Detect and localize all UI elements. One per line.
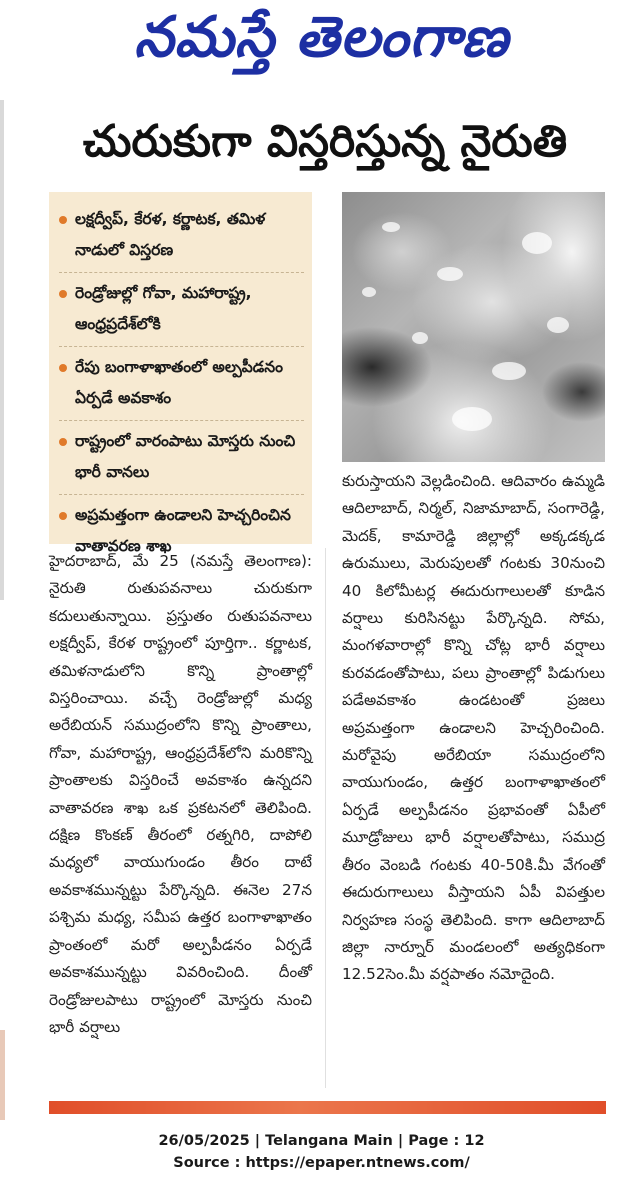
article-headline: చురుకుగా విస్తరిస్తున్న నైరుతి — [82, 116, 568, 167]
bottom-color-strip — [49, 1101, 606, 1114]
highlight-item: రేపు బంగాళాఖాతంలో అల్పపీడనం ఏర్పడే అవకాశం — [59, 352, 304, 414]
article-column-left — [49, 548, 312, 1088]
page-footer — [0, 1130, 643, 1174]
article-body-left: హైదరాబాద్, మే 25 (నమస్తే తెలంగాణ): నైరుతి రుతుపవనాలు చురుకుగా కదులుతున్నాయి. ప్రస్తుతం రుతుపవనాలు లక్షద్వీప్, కేరళ రాష్ట్రంలో పూర్తిగా.. కర్ణాటక, తమిళనాడులోని కొన్ని ప్రాంతాల్లో విస్తరించాయి. వచ్చే రెండ్రోజుల్లో మధ్య అరేబియన్ సముద్రంలోని కొన్ని ప్రాంతాలు, గోవా, మహారాష్ట్ర, ఆంధ్రప్రదేశ్‌లోని మరికొన్ని ప్రాంతాలకు విస్తరించే అవకాశం ఉన్నదని వాతావరణ శాఖ ఒక ప్రకటనలో తెలిపింది. దక్షిణ కొంకణ్ తీరంలో రత్నగిరి, దాపోలి మధ్యలో వాయుగుండం తీరం దాటే అవకాశమున్నట్టు పేర్కొన్నది. ఈనెల 27న పశ్చిమ మధ్య, సమీప ఉత్తర బంగాళాఖాతం ప్రాంతంలో మరో అల్పపీడనం ఏర్పడే అవకాశమున్నట్టు వివరించింది. దీంతో రెండ్రోజులపాటు రాష్ట్రంలో మోస్తరు నుంచి భారీ వర్షాలు — [49, 552, 312, 1036]
highlights-box — [49, 192, 312, 555]
column-divider — [325, 548, 326, 1088]
bullet-icon — [59, 364, 67, 372]
highlights-list — [59, 204, 304, 562]
highlight-item: రాష్ట్రంలో వారంపాటు మోస్తరు నుంచి భారీ వానలు — [59, 426, 304, 488]
footer-date-page: 26/05/2025 | Telangana Main | Page : 12 — [158, 1133, 485, 1149]
page-edge-mark — [0, 1030, 5, 1120]
bullet-icon — [59, 512, 67, 520]
highlight-item: అప్రమత్తంగా ఉండాలని హెచ్చరించిన వాతావరణ శాఖ — [59, 500, 304, 562]
masthead — [0, 0, 643, 90]
newspaper-logo: నమస్తే తెలంగాణ — [134, 4, 509, 70]
footer-source[interactable]: Source : https://epaper.ntnews.com/ — [173, 1155, 470, 1171]
bullet-icon — [59, 216, 67, 224]
article-body-right: కురుస్తాయని వెల్లడించింది. ఆదివారం ఉమ్మడి ఆదిలాబాద్, నిర్మల్, నిజామాబాద్, సంగారెడ్డి, మెదక్, కామారెడ్డి జిల్లాల్లో అక్కడక్కడ ఉరుములు, మెరుపులతో గంటకు 30నుంచి 40 కిలోమీటర్ల ఈదురుగాలులతో కూడిన వర్షాలు కురిసినట్టు పేర్కొన్నది. సోమ, మంగళవారాల్లో కొన్ని చోట్ల భారీ వర్షాలు కురవడంతోపాటు, పలు ప్రాంతాల్లో పిడుగులు పడేఅవకాశం ఉండటంతో ప్రజలు అప్రమత్తంగా ఉండాలని హెచ్చరించింది. మరోవైపు అరేబియా సముద్రంలోని వాయుగుండం, ఉత్తర బంగాళాఖాతంలో ఏర్పడే అల్పపీడనం ప్రభావంతో ఏపీలో మూడ్రోజులు భారీ వర్షాలతోపాటు, సముద్ర తీరం వెంబడి గంటకు 40-50కి.మీ వేగంతో ఈదురుగాలులు వీస్తాయని ఏపీ విపత్తుల నిర్వహణ సంస్థ తెలిపింది. కాగా ఆదిలాబాద్ జిల్లా నార్నూర్ మండలంలో అత్యధికంగా 12.52సెం.మీ వర్షపాతం నమోదైంది. — [342, 472, 605, 984]
page-edge-shadow — [0, 100, 4, 600]
highlight-item: లక్షద్వీప్, కేరళ, కర్ణాటక, తమిళ నాడులో విస్తరణ — [59, 204, 304, 266]
bullet-icon — [59, 290, 67, 298]
satellite-image — [342, 192, 605, 462]
highlight-item: రెండ్రోజుల్లో గోవా, మహారాష్ట్ర, ఆంధ్రప్రదేశ్‌లోకి — [59, 278, 304, 340]
bullet-icon — [59, 438, 67, 446]
article-column-right — [342, 468, 605, 1088]
